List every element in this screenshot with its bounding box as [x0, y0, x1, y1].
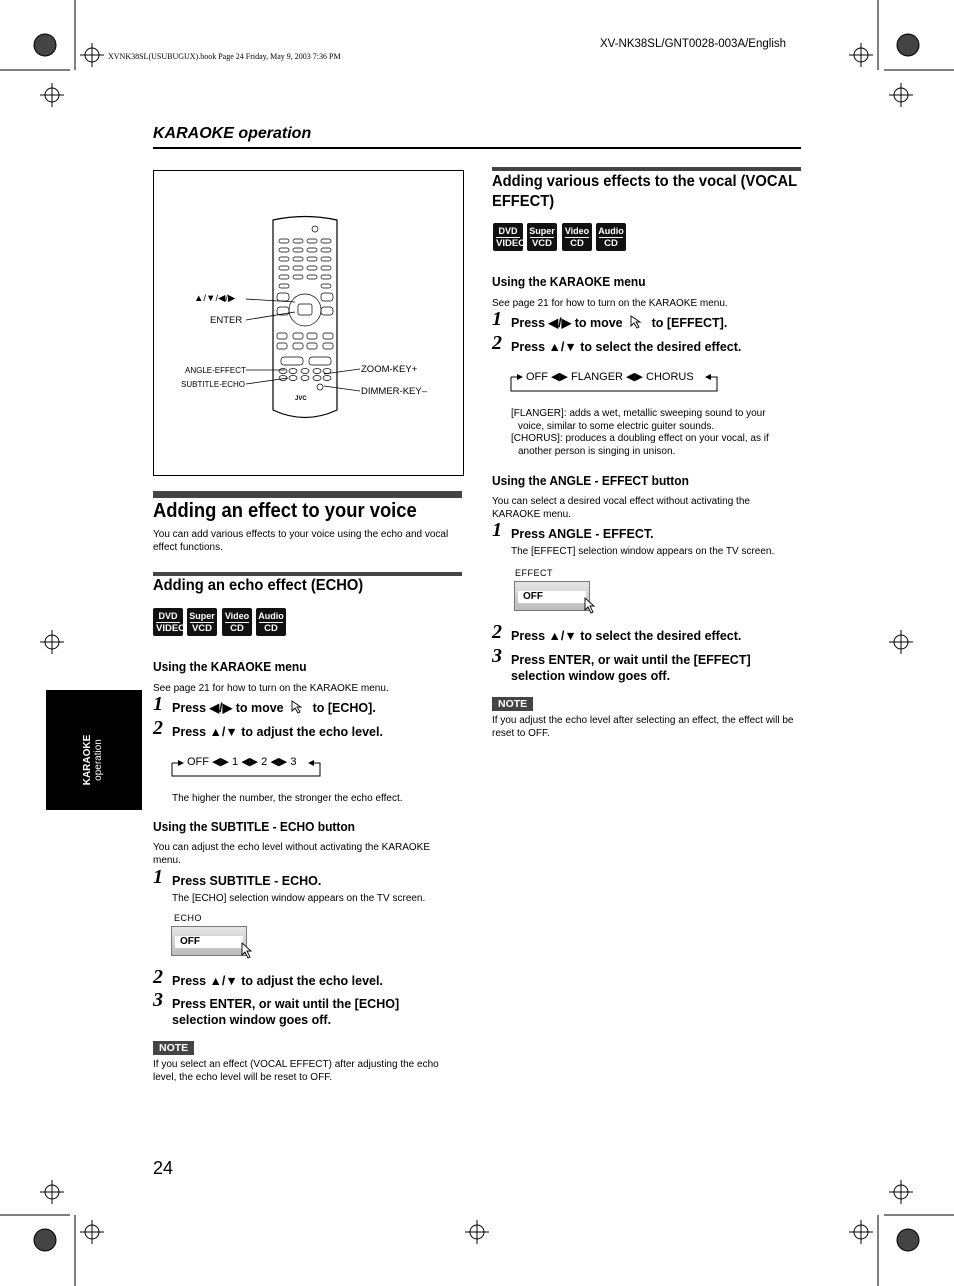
left-step1-text: Press ◀/▶ to move	[172, 701, 284, 715]
label-enter: ENTER	[210, 315, 243, 326]
left-b-step2: Press ▲/▼ to adjust the echo level.	[172, 974, 383, 988]
label-angle-effect: ANGLE-EFFECT	[185, 366, 246, 375]
left-b-step3: Press ENTER, or wait until the [ECHO] selection window goes off.	[172, 997, 400, 1027]
vocal-title-bar	[492, 167, 801, 171]
label-zoom-key: ZOOM-KEY+	[361, 364, 418, 375]
left-button-heading: Using the SUBTITLE - ECHO button	[153, 819, 355, 834]
step-number: 2	[153, 717, 163, 739]
right-step2: Press ▲/▼ to select the desired effect.	[511, 340, 742, 354]
step-number: 1	[492, 308, 502, 330]
right-menu-see: See page 21 for how to turn on the KARAOKE menu.	[492, 298, 728, 309]
echo-window-label: ECHO	[174, 913, 203, 923]
section-rule	[153, 147, 801, 149]
left-b-step1: Press SUBTITLE - ECHO.	[172, 874, 322, 888]
page-number: 24	[153, 1158, 174, 1178]
right-b-step2: Press ▲/▼ to select the desired effect.	[511, 629, 742, 643]
left-menu-heading: Using the KARAOKE menu	[153, 659, 307, 674]
effect-window-label: EFFECT	[515, 568, 553, 578]
right-step1-text: Press ◀/▶ to move	[511, 316, 623, 330]
right-b-step1: Press ANGLE - EFFECT.	[511, 527, 654, 541]
effect-selection-window	[514, 581, 590, 611]
super-vcd-logo: Super VCD	[187, 608, 217, 636]
step-number: 1	[492, 519, 502, 541]
right-note-badge: NOTE	[492, 697, 533, 711]
left-menu-see: See page 21 for how to turn on the KARAOKE menu.	[153, 683, 389, 694]
left-note: If you select an effect (VOCAL EFFECT) after adjusting the echo level, the echo level will be reset to OFF.	[153, 1059, 439, 1083]
right-button-intro: You can select a desired vocal effect without activating the KARAOKE menu.	[492, 496, 750, 520]
main-title-bar	[153, 491, 462, 498]
audio-cd-logo: Audio CD	[256, 608, 286, 636]
vocal-title: Adding various effects to the vocal (VOCAL EFFECT)	[492, 173, 797, 210]
book-info-line: XVNK38SL(USUBUGUX).book Page 24 Friday, May 9, 2003 7:36 PM	[108, 52, 341, 61]
left-step1-text-b: to [ECHO].	[312, 701, 376, 715]
dvd-video-logo: DVD VIDEO	[493, 223, 523, 251]
left-b-step1-sub: The [ECHO] selection window appears on the TV screen.	[172, 893, 426, 904]
dvd-video-logo: DVD VIDEO	[153, 608, 183, 636]
right-menu-heading: Using the KARAOKE menu	[492, 274, 646, 289]
left-step2: Press ▲/▼ to adjust the echo level.	[172, 725, 383, 739]
effect-cycle: OFF ◀▶ FLANGER ◀▶ CHORUS	[526, 371, 694, 383]
side-tab-label	[82, 730, 104, 790]
side-tab-line1: KARAOKE	[82, 734, 93, 786]
right-note: If you adjust the echo level after selecting an effect, the effect will be reset to OFF.	[492, 715, 794, 739]
right-b-step3: Press ENTER, or wait until the [EFFECT] selection window goes off.	[511, 653, 751, 683]
step-number: 2	[492, 621, 502, 643]
super-vcd-logo: Super VCD	[527, 223, 557, 251]
video-cd-logo: Video CD	[222, 608, 252, 636]
step-number: 3	[153, 989, 163, 1011]
left-button-intro: You can adjust the echo level without activating the KARAOKE menu.	[153, 842, 431, 866]
echo-window-value: OFF	[175, 936, 243, 948]
video-cd-logo: Video CD	[562, 223, 592, 251]
model-code: XV-NK38SL/GNT0028-003A/English	[600, 38, 787, 50]
step-number: 3	[492, 645, 502, 667]
flanger-desc: [FLANGER]: adds a wet, metallic sweeping sound to your voice, similar to some electric guiter sounds.	[511, 408, 766, 432]
hand-cursor-icon	[629, 315, 645, 329]
step-number: 1	[153, 693, 163, 715]
hand-cursor-icon	[290, 700, 306, 714]
right-step1-text-b: to [EFFECT].	[651, 316, 728, 330]
label-dimmer-key: DIMMER-KEY–	[361, 386, 427, 397]
main-title: Adding an effect to your voice	[153, 500, 417, 522]
remote-brand: JVC	[295, 396, 307, 402]
label-arrows: ▲/▼/◀/▶	[194, 293, 236, 304]
side-tab	[46, 690, 142, 810]
step-number: 1	[153, 866, 163, 888]
left-step1	[172, 700, 376, 716]
effect-window-value: OFF	[518, 591, 586, 603]
right-button-heading: Using the ANGLE - EFFECT button	[492, 473, 689, 488]
audio-cd-logo: Audio CD	[596, 223, 626, 251]
cursor-icon	[583, 597, 597, 615]
chorus-desc: [CHORUS]: produces a doubling effect on your vocal, as if another person is singing in unison.	[511, 433, 769, 457]
echo-selection-window	[171, 926, 247, 956]
main-intro: You can add various effects to your voice using the echo and vocal effect functions.	[153, 529, 449, 553]
echo-higher-note: The higher the number, the stronger the echo effect.	[172, 793, 403, 804]
step-number: 2	[492, 332, 502, 354]
cursor-icon	[240, 942, 254, 960]
remote-callout-lines	[240, 290, 370, 400]
left-note-badge: NOTE	[153, 1041, 194, 1055]
right-step1	[511, 315, 727, 331]
step-number: 2	[153, 966, 163, 988]
echo-title: Adding an echo effect (ECHO)	[153, 577, 364, 594]
echo-cycle: OFF ◀▶ 1 ◀▶ 2 ◀▶ 3	[187, 756, 297, 768]
label-subtitle-echo: SUBTITLE-ECHO	[181, 380, 246, 389]
side-tab-line2: operation	[93, 739, 104, 781]
right-b-step1-sub: The [EFFECT] selection window appears on the TV screen.	[511, 546, 775, 557]
section-title: KARAOKE operation	[153, 125, 312, 142]
